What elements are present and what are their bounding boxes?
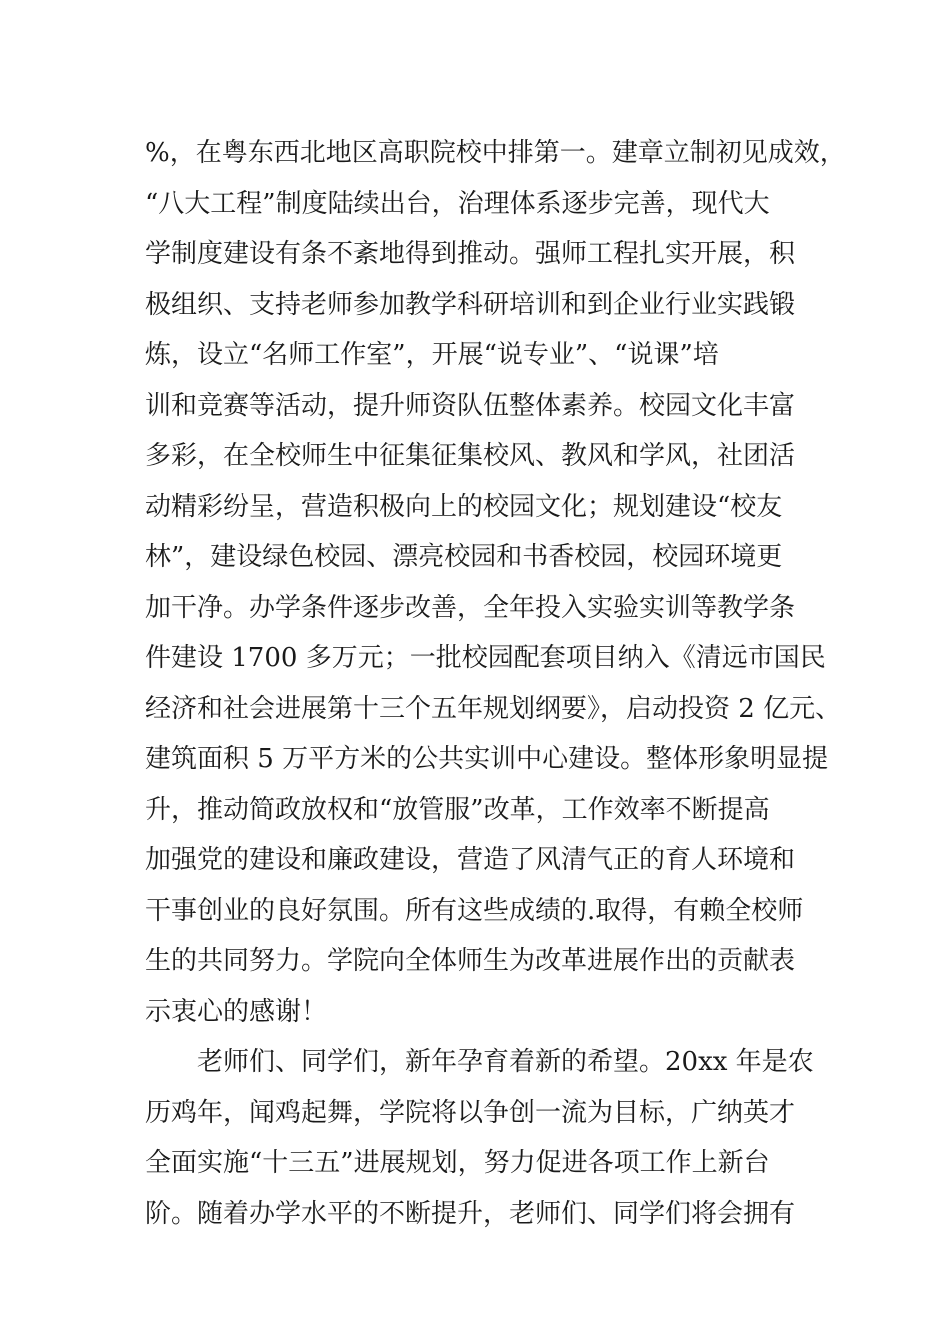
- text-line: 林”，建设绿色校园、漂亮校园和书香校园，校园环境更: [145, 542, 783, 572]
- text-line: 极组织、支持老师参加教学科研培训和到企业行业实践锻: [145, 289, 796, 320]
- text-line: 经济和社会进展第十三个五年规划纲要》，启动投资 2 亿元、: [145, 693, 842, 724]
- text-line: 全面实施“十三五”进展规划，努力促进各项工作上新台: [145, 1148, 770, 1178]
- text-line: 升，推动简政放权和“放管服”改革，工作效率不断提高: [145, 794, 770, 825]
- text-line: 历鸡年，闻鸡起舞，学院将以争创一流为目标，广纳英才: [145, 1097, 796, 1128]
- text-line: 训和竞赛等活动，提升师资队伍整体素养。校园文化丰富: [145, 390, 796, 421]
- text-line: 阶。随着办学水平的不断提升，老师们、同学们将会拥有: [145, 1198, 796, 1229]
- body-text: [0, 128, 950, 1239]
- text-line: 示衷心的感谢！: [145, 996, 328, 1027]
- text-line: %，在粤东西北地区高职院校中排第一。建章立制初见成效，: [145, 138, 846, 168]
- text-line: “八大工程”制度陆续出台，治理体系逐步完善，现代大: [145, 188, 770, 219]
- text-line: 炼，设立“名师工作室”，开展“说专业”、“说课”培: [145, 340, 719, 370]
- text-line: 干事创业的良好氛围。所有这些成绩的.取得，有赖全校师: [145, 895, 804, 926]
- text-line: 加干净。办学条件逐步改善，全年投入实验实训等教学条: [145, 592, 796, 623]
- text-line: 加强党的建设和廉政建设，营造了风清气正的育人环境和: [145, 845, 796, 875]
- text-line: 动精彩纷呈，营造积极向上的校园文化；规划建设“校友: [145, 491, 783, 522]
- text-line: 生的共同努力。学院向全体师生为改革进展作出的贡献表: [145, 946, 796, 976]
- text-line: 学制度建设有条不紊地得到推动。强师工程扎实开展，积: [145, 239, 796, 269]
- paragraph-start-line: 老师们、同学们，新年孕育着新的希望。20xx 年是农: [197, 1047, 814, 1077]
- text-line: 件建设 1700 多万元；一批校园配套项目纳入《清远市国民: [145, 643, 826, 673]
- text-line: 建筑面积 5 万平方米的公共实训中心建设。整体形象明显提: [145, 744, 829, 774]
- text-line: 多彩，在全校师生中征集征集校风、教风和学风，社团活: [145, 441, 796, 471]
